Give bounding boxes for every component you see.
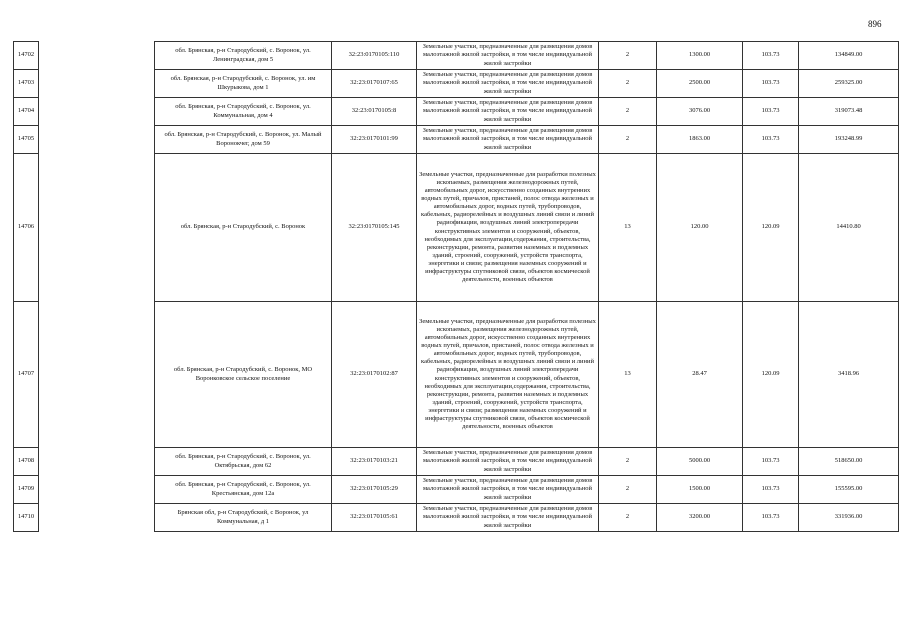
cadastral-number-cell: 32:23:0170105:145	[332, 154, 417, 302]
cadastral-number-cell: 32:23:0170105:29	[332, 476, 417, 504]
gap	[39, 42, 155, 70]
cadastral-value-table	[13, 41, 899, 532]
address-cell: Брянская обл, р-н Стародубский, с Воронок, ул Коммунальная, д 1	[155, 504, 332, 532]
cadastral-value-cell: 518650.00	[799, 448, 899, 476]
row-number: 14703	[14, 70, 39, 98]
area-cell: 120.00	[657, 154, 743, 302]
group-code-cell: 13	[599, 302, 657, 448]
gap	[39, 302, 155, 448]
table-row	[14, 448, 899, 476]
land-purpose-cell: Земельные участки, предназначенные для размещения домов малоэтажной жилой застройки, в том числе индивидуальной жилой застройки	[417, 98, 599, 126]
cadastral-value-cell: 259325.00	[799, 70, 899, 98]
land-purpose-cell: Земельные участки, предназначенные для размещения домов малоэтажной жилой застройки, в том числе индивидуальной жилой застройки	[417, 504, 599, 532]
gap	[39, 154, 155, 302]
row-number: 14706	[14, 154, 39, 302]
group-code-cell: 2	[599, 504, 657, 532]
address-cell: обл. Брянская, р-н Стародубский, с. Воронок, ул. Ленинградская, дом 5	[155, 42, 332, 70]
address-cell: обл. Брянская, р-н Стародубский, с. Воронок, ул. им Шкурыкова, дом 1	[155, 70, 332, 98]
table-row	[14, 154, 899, 302]
rate-cell: 103.73	[743, 42, 799, 70]
gap	[39, 448, 155, 476]
gap	[39, 504, 155, 532]
table-row	[14, 70, 899, 98]
land-purpose-cell: Земельные участки, предназначенные для разработки полезных ископаемых, размещения железнодорожных путей, автомобильных дорог, искусственно созданных внутренних водных путей, причалов, пристаней, полос отвода железных и автомобильных дорог, водных путей, трубопроводов, кабельных, радиорелейных и воздушных линий связи и линий радиофикации, воздушных линий электропередачи конструктивных элементов и сооружений, объектов, необходимых для эксплуатации,содержания, строительства, реконструкции, ремонта, развития наземных и подземных зданий, строений, сооружений, устройств транспорта, энергетики и связи; размещения наземных сооружений и инфраструктуры спутниковой связи, объектов космической деятельности, военных объектов	[417, 302, 599, 448]
land-purpose-cell: Земельные участки, предназначенные для размещения домов малоэтажной жилой застройки, в том числе индивидуальной жилой застройки	[417, 476, 599, 504]
table-row	[14, 504, 899, 532]
row-number: 14705	[14, 126, 39, 154]
rate-cell: 103.73	[743, 476, 799, 504]
cadastral-number-cell: 32:23:0170107:65	[332, 70, 417, 98]
table-row	[14, 476, 899, 504]
area-cell: 1300.00	[657, 42, 743, 70]
rate-cell: 103.73	[743, 504, 799, 532]
gap	[39, 70, 155, 98]
gap	[39, 126, 155, 154]
rate-cell: 120.09	[743, 302, 799, 448]
address-cell: обл. Брянская, р-н Стародубский, с. Воронок, МО Воронковское сельское поселение	[155, 302, 332, 448]
area-cell: 28.47	[657, 302, 743, 448]
rate-cell: 103.73	[743, 126, 799, 154]
address-cell: обл. Брянская, р-н Стародубский, с. Воронок, ул. Октябрьская, дом 62	[155, 448, 332, 476]
row-number: 14710	[14, 504, 39, 532]
land-purpose-cell: Земельные участки, предназначенные для разработки полезных ископаемых, размещения железнодорожных путей, автомобильных дорог, искусственно созданных внутренних водных путей, причалов, пристаней, полос отвода железных и автомобильных дорог, водных путей, трубопроводов, кабельных, радиорелейных и воздушных линий связи и линий радиофикации, воздушных линий электропередачи конструктивных элементов и сооружений, объектов, необходимых для эксплуатации,содержания, строительства, реконструкции, ремонта, развития наземных и подземных зданий, строений, сооружений, устройств транспорта, энергетики и связи; размещения наземных сооружений и инфраструктуры спутниковой связи, объектов космической деятельности, военных объектов	[417, 154, 599, 302]
row-number: 14708	[14, 448, 39, 476]
cadastral-number-cell: 32:23:0170105:8	[332, 98, 417, 126]
group-code-cell: 2	[599, 448, 657, 476]
group-code-cell: 13	[599, 154, 657, 302]
land-purpose-cell: Земельные участки, предназначенные для размещения домов малоэтажной жилой застройки, в том числе индивидуальной жилой застройки	[417, 70, 599, 98]
cadastral-value-cell: 155595.00	[799, 476, 899, 504]
rate-cell: 103.73	[743, 448, 799, 476]
area-cell: 3076.00	[657, 98, 743, 126]
row-number: 14707	[14, 302, 39, 448]
row-number: 14702	[14, 42, 39, 70]
group-code-cell: 2	[599, 126, 657, 154]
rate-cell: 120.09	[743, 154, 799, 302]
group-code-cell: 2	[599, 70, 657, 98]
page-number: 896	[868, 19, 882, 29]
row-number: 14709	[14, 476, 39, 504]
cadastral-value-cell: 331936.00	[799, 504, 899, 532]
address-cell: обл. Брянская, р-н Стародубский, с. Воронок	[155, 154, 332, 302]
cadastral-value-cell: 193248.99	[799, 126, 899, 154]
cadastral-number-cell: 32:23:0170105:110	[332, 42, 417, 70]
area-cell: 5000.00	[657, 448, 743, 476]
address-cell: обл. Брянская, р-н Стародубский, с. Воронок, ул. Коммунальная, дом 4	[155, 98, 332, 126]
table-row	[14, 98, 899, 126]
cadastral-value-cell: 134849.00	[799, 42, 899, 70]
address-cell: обл. Брянская, р-н Стародубский, с. Воронок, ул. Малый Воронокчег, дом 59	[155, 126, 332, 154]
land-purpose-cell: Земельные участки, предназначенные для размещения домов малоэтажной жилой застройки, в том числе индивидуальной жилой застройки	[417, 448, 599, 476]
group-code-cell: 2	[599, 476, 657, 504]
area-cell: 1500.00	[657, 476, 743, 504]
rate-cell: 103.73	[743, 98, 799, 126]
group-code-cell: 2	[599, 42, 657, 70]
table-row	[14, 126, 899, 154]
area-cell: 1863.00	[657, 126, 743, 154]
table-row	[14, 302, 899, 448]
area-cell: 2500.00	[657, 70, 743, 98]
group-code-cell: 2	[599, 98, 657, 126]
cadastral-number-cell: 32:23:0170101:99	[332, 126, 417, 154]
gap	[39, 98, 155, 126]
cadastral-value-cell: 3418.96	[799, 302, 899, 448]
rate-cell: 103.73	[743, 70, 799, 98]
table-row	[14, 42, 899, 70]
cadastral-number-cell: 32:23:0170102:87	[332, 302, 417, 448]
gap	[39, 476, 155, 504]
cadastral-value-cell: 14410.80	[799, 154, 899, 302]
area-cell: 3200.00	[657, 504, 743, 532]
cadastral-value-cell: 319073.48	[799, 98, 899, 126]
land-purpose-cell: Земельные участки, предназначенные для размещения домов малоэтажной жилой застройки, в том числе индивидуальной жилой застройки	[417, 42, 599, 70]
land-purpose-cell: Земельные участки, предназначенные для размещения домов малоэтажной жилой застройки, в том числе индивидуальной жилой застройки	[417, 126, 599, 154]
address-cell: обл. Брянская, р-н Стародубский, с. Воронок, ул. Крестьянская, дом 12а	[155, 476, 332, 504]
cadastral-number-cell: 32:23:0170103:21	[332, 448, 417, 476]
cadastral-number-cell: 32:23:0170105:61	[332, 504, 417, 532]
row-number: 14704	[14, 98, 39, 126]
